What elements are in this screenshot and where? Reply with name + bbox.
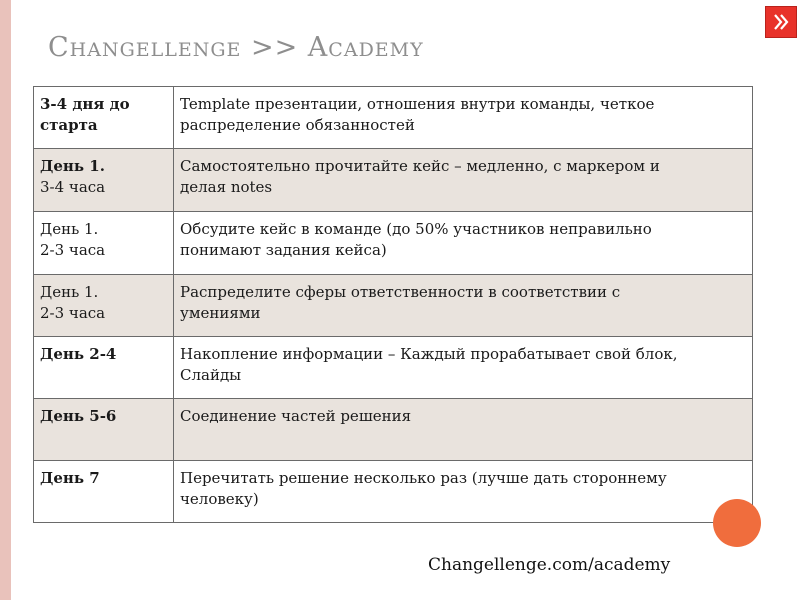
day-text: День 7	[40, 469, 100, 487]
day-text: 2-3 часа	[40, 241, 106, 259]
description-cell	[174, 337, 753, 399]
description-cell	[174, 212, 753, 275]
description-text: Накопление информации – Каждый прорабатывает свой блок,	[180, 345, 678, 363]
table-row	[34, 275, 753, 337]
description-text: Самостоятельно прочитайте кейс – медленно, с маркером и	[180, 157, 660, 175]
day-cell	[34, 275, 174, 337]
day-cell	[34, 337, 174, 399]
table-row	[34, 149, 753, 212]
day-text: День 1.	[40, 220, 99, 238]
left-decor-bar	[0, 0, 11, 600]
day-cell	[34, 212, 174, 275]
day-text: День 2-4	[40, 345, 117, 363]
table-row	[34, 337, 753, 399]
day-cell	[34, 149, 174, 212]
day-text: 2-3 часа	[40, 304, 106, 322]
footer-link[interactable]: Changellenge.com/academy	[428, 555, 671, 575]
day-text: День 1.	[40, 157, 105, 175]
slide-title: Changellenge >> Academy	[48, 32, 424, 63]
table-row	[34, 212, 753, 275]
description-text: Слайды	[180, 366, 242, 384]
description-text: распределение обязанностей	[180, 116, 415, 134]
description-text: понимают задания кейса)	[180, 241, 387, 259]
day-text: День 5-6	[40, 407, 117, 425]
day-text: 3-4 часа	[40, 178, 106, 196]
description-text: Обсудите кейс в команде (до 50% участников неправильно	[180, 220, 652, 238]
day-cell	[34, 87, 174, 149]
description-text: умениями	[180, 304, 261, 322]
description-text: Template презентации, отношения внутри команды, четкое	[180, 95, 655, 113]
description-cell	[174, 399, 753, 461]
description-cell	[174, 149, 753, 212]
schedule-table	[33, 86, 753, 523]
table-row	[34, 461, 753, 523]
orange-circle-decor	[713, 499, 761, 547]
day-text: старта	[40, 116, 98, 134]
description-cell	[174, 461, 753, 523]
day-cell	[34, 399, 174, 461]
table-row	[34, 87, 753, 149]
double-chevron-right-icon[interactable]	[765, 6, 797, 38]
table-row	[34, 399, 753, 461]
description-cell	[174, 87, 753, 149]
description-text: Соединение частей решения	[180, 407, 412, 425]
description-cell	[174, 275, 753, 337]
description-text: Перечитать решение несколько раз (лучше дать стороннему	[180, 469, 667, 487]
description-text: Распределите сферы ответственности в соответствии с	[180, 283, 621, 301]
day-cell	[34, 461, 174, 523]
description-text: человеку)	[180, 490, 259, 508]
description-text: делая notes	[180, 178, 273, 196]
day-text: День 1.	[40, 283, 99, 301]
day-text: 3-4 дня до	[40, 95, 130, 113]
